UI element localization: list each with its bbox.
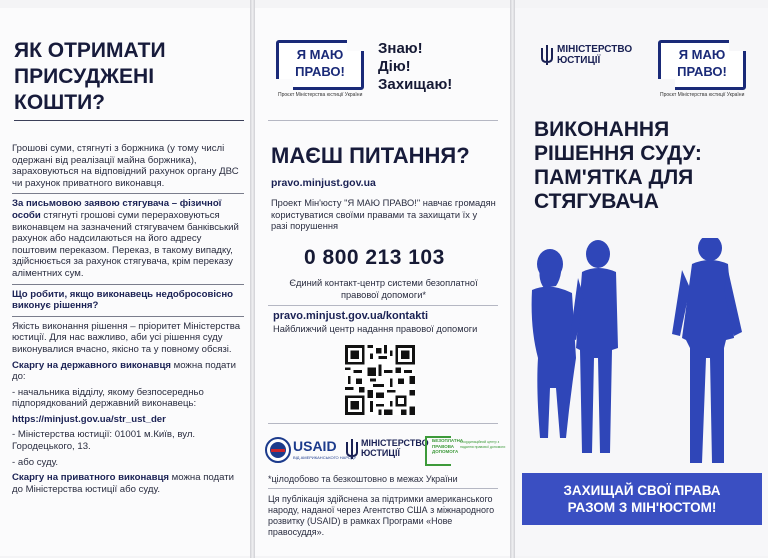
para-private-executor: Скаргу на приватного виконавця можна подати до Міністерства юстиції або суду. — [12, 472, 234, 495]
bullet-head-of-department: - начальника відділу, якому безпосередньо підпорядкований державний виконавець: — [12, 386, 204, 410]
footnote: *цілодобово та безкоштовно в межах України — [268, 474, 458, 484]
middle-panel-title: МАЄШ ПИТАННЯ? — [271, 143, 470, 168]
hotline-number[interactable]: 0 800 213 103 — [304, 246, 445, 269]
site-link[interactable]: pravo.minjust.gov.ua — [271, 177, 376, 189]
logo-caption: Проєкт Міністерства юстиції України — [660, 92, 745, 98]
usaid-subtitle: ВІД АМЕРИКАНСЬКОГО НАРОДУ — [293, 455, 357, 460]
divider — [268, 488, 498, 489]
ministry-logo-right: МІНІСТЕРСТВО ЮСТИЦІЇ — [557, 44, 633, 66]
trident-icon — [540, 44, 554, 66]
bullet-ministry-address: - Міністерства юстиції: 01001 м.Київ, вул. Городецького, 13. — [12, 429, 196, 453]
usaid-label: USAID — [293, 438, 337, 454]
divider — [12, 193, 244, 194]
slogan: Знаю! Дію! Захищаю! — [378, 40, 453, 93]
para-state-executor: Скаргу на державного виконавця можна подати до: — [12, 359, 236, 383]
divider — [12, 284, 244, 285]
ya-mayu-pravo-logo: Я МАЮ ПРАВО! — [276, 40, 364, 90]
para-written-request: За письмовою заявою стягувача – фізичної особи стягнуті грошові суми перераховуються виконавцем на зазначений стягувачем банківський рахунок або надсилаються на його адресу поштовим переказом. Переказ, в такому випадку, здійснюється за рахунок стягувача, крім переказу аліментних сум. — [12, 198, 239, 279]
usaid-disclaimer: Ця публікація здійснена за підтримки американського народу, наданої через Агентство США з міжнародного розвитку (USAID) в рамках Програми «Нове правосуддя». — [268, 494, 495, 537]
project-intro: Проект Мін'юсту "Я МАЮ ПРАВО!" навчає громадян користуватися своїми правами та захищати їх у разі порушення — [271, 198, 496, 231]
call-to-action-banner: ЗАХИЩАЙ СВОЇ ПРАВА РАЗОМ З МІН'ЮСТОМ! — [522, 473, 762, 525]
divider — [268, 305, 498, 306]
people-silhouettes — [520, 238, 760, 473]
usaid-seal-icon — [265, 437, 291, 463]
bullet-court: - або суду. — [12, 456, 59, 468]
logo-caption: Проєкт Міністерства юстиції України — [278, 92, 363, 98]
divider — [268, 120, 498, 121]
contacts-caption: Найближчий центр надання правової допомоги — [273, 324, 478, 334]
legal-aid-subtitle: Координаційний центр з надання правової допомоги — [460, 440, 506, 449]
para-quality: Якість виконання рішення – пріоритет Міністерства юстиції. Для нас важливо, аби усі рішення суду виконувалися вчасно, якісно та у повному обсязі. — [12, 320, 241, 355]
divider — [14, 120, 244, 121]
trident-icon — [345, 438, 359, 460]
ministry-logo-middle: МІНІСТЕРСТВО ЮСТИЦІЇ — [361, 438, 429, 458]
qr-code[interactable] — [345, 345, 415, 415]
left-panel-title: ЯК ОТРИМАТИ ПРИСУДЖЕНІ КОШТИ? — [14, 39, 166, 114]
question-heading: Що робити, якщо виконавець недобросовісно виконує рішення? — [12, 288, 234, 312]
minjust-link[interactable]: https://minjust.gov.ua/str_ust_der — [12, 413, 166, 425]
para-transfer: Грошові суми, стягнуті з боржника (у тому числі одержані від реалізації майна боржника), зараховуються на відповідний рахунок органу ДВС чи рахунок приватного виконавця. — [12, 143, 239, 189]
legal-aid-logo: БЕЗОПЛАТНА ПРАВОВА ДОПОМОГА — [432, 438, 464, 454]
divider — [12, 316, 244, 317]
left-panel-body — [12, 143, 244, 499]
right-panel-title: ВИКОНАННЯ РІШЕННЯ СУДУ: ПАМ'ЯТКА ДЛЯ СТЯГУВАЧА — [534, 118, 702, 213]
hotline-caption: Єдиний контакт-центр системи безоплатної правової допомоги* — [289, 278, 478, 300]
contacts-link[interactable]: pravo.minjust.gov.ua/kontakti — [273, 310, 429, 322]
ya-mayu-pravo-logo: Я МАЮ ПРАВО! — [658, 40, 746, 90]
divider — [268, 423, 498, 424]
